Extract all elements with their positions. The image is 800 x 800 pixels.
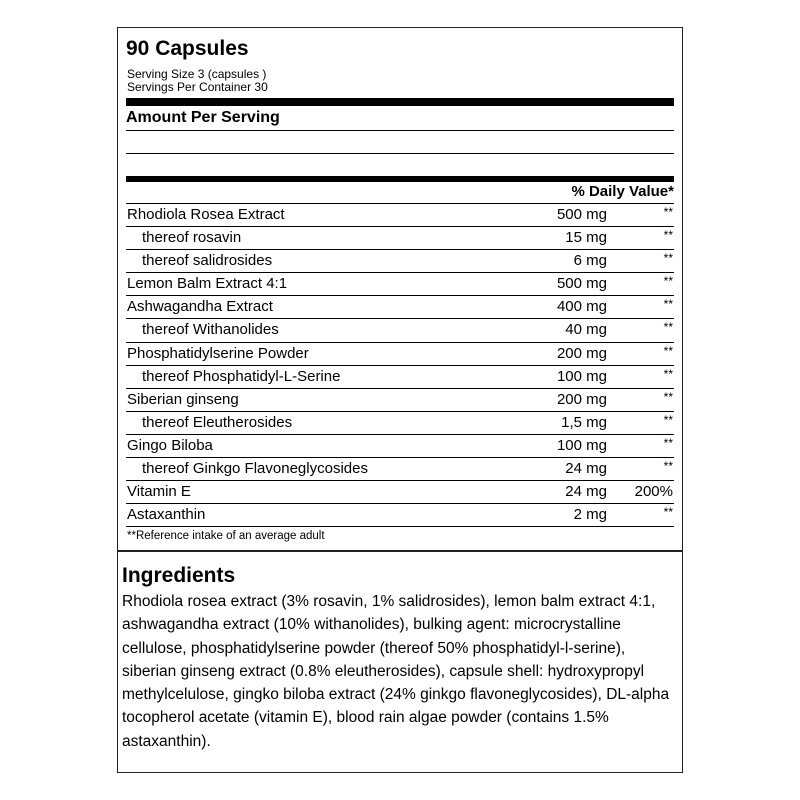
nutrient-row [126, 366, 674, 389]
thick-divider [126, 98, 674, 106]
nutrient-amount: 400 mg [556, 298, 607, 316]
nutrient-name: thereof rosavin [142, 229, 242, 247]
nutrient-daily-value: ** [663, 459, 673, 474]
nutrient-daily-value: ** [663, 505, 673, 520]
nutrient-row [126, 389, 674, 412]
footnote: **Reference intake of an average adult [127, 530, 325, 542]
nutrient-daily-value: ** [663, 435, 673, 450]
daily-value-header: % Daily Value* [571, 183, 674, 200]
nutrient-daily-value: ** [663, 412, 673, 427]
divider [126, 130, 674, 131]
nutrient-daily-value: ** [663, 205, 673, 219]
nutrient-name: Astaxanthin [127, 506, 206, 524]
nutrient-row [126, 227, 674, 250]
nutrient-daily-value: ** [663, 389, 673, 404]
nutrient-amount: 100 mg [556, 367, 607, 385]
nutrient-amount: 24 mg [565, 460, 607, 478]
nutrient-row [126, 435, 674, 458]
nutrient-name: Siberian ginseng [127, 390, 239, 408]
supplement-facts-panel [117, 27, 683, 773]
nutrient-name: Phosphatidylserine Powder [127, 344, 309, 362]
nutrient-name: thereof Withanolides [142, 321, 279, 339]
nutrient-name: Vitamin E [127, 483, 191, 501]
nutrient-amount: 6 mg [573, 252, 607, 270]
nutrient-row [126, 319, 674, 342]
nutrient-row [126, 412, 674, 435]
nutrient-amount: 200 mg [556, 344, 607, 362]
amount-per-serving-heading: Amount Per Serving [126, 109, 280, 126]
nutrient-daily-value: ** [663, 274, 673, 289]
serving-size: Serving Size 3 (capsules ) [127, 67, 267, 81]
nutrient-row [126, 273, 674, 296]
ingredients-title: Ingredients [122, 564, 236, 587]
nutrient-daily-value: 200% [634, 483, 673, 501]
nutrient-daily-value: ** [663, 228, 673, 243]
nutrient-daily-value: ** [663, 297, 673, 312]
ingredients-text: Rhodiola rosea extract (3% rosavin, 1% salidrosides), lemon balm extract 4:1, ashwagandha extract (10% withanolides), bulking agent: microcrystalline cellulose, phosphatidylserine powder (thereof 50% phosphatidyl-l-serine), siberian ginseng extract (0.8% eleutherosides), capsule shell: hydroxypropyl methylcelulose, gingko biloba extract (24% ginkgo flavoneglycosides), DL-alpha tocopherol acetate (vitamin E), blood rain algae powder (contains 1.5% astaxanthin). [122, 593, 670, 750]
nutrient-amount: 40 mg [565, 321, 607, 339]
section-divider [118, 550, 682, 552]
nutrient-daily-value: ** [663, 251, 673, 266]
nutrient-amount: 15 mg [565, 229, 607, 247]
nutrient-daily-value: ** [663, 320, 673, 335]
product-title: 90 Capsules [126, 37, 249, 60]
nutrient-row [126, 343, 674, 366]
nutrient-name: Lemon Balm Extract 4:1 [127, 275, 288, 293]
nutrient-name: thereof Phosphatidyl-L-Serine [142, 367, 341, 385]
nutrient-row [126, 481, 674, 504]
nutrient-row [126, 504, 674, 527]
servings-per-container: Servings Per Container 30 [127, 80, 268, 94]
nutrient-amount: 1,5 mg [561, 413, 607, 431]
nutrient-table [126, 204, 674, 527]
nutrient-amount: 200 mg [556, 390, 607, 408]
nutrient-amount: 500 mg [556, 275, 607, 293]
nutrient-name: thereof Ginkgo Flavoneglycosides [142, 460, 368, 478]
nutrient-amount: 500 mg [556, 206, 607, 223]
nutrient-daily-value: ** [663, 343, 673, 358]
nutrient-name: thereof salidrosides [142, 252, 273, 270]
nutrient-row [126, 458, 674, 481]
nutrient-amount: 24 mg [565, 483, 607, 501]
nutrient-row [126, 296, 674, 319]
nutrient-name: Gingo Biloba [127, 436, 213, 454]
nutrient-amount: 100 mg [556, 436, 607, 454]
nutrient-amount: 2 mg [573, 506, 607, 524]
nutrient-name: Ashwagandha Extract [127, 298, 273, 316]
thick-divider [126, 176, 674, 182]
nutrient-name: Rhodiola Rosea Extract [127, 206, 285, 223]
nutrient-name: thereof Eleutherosides [142, 413, 293, 431]
divider [126, 153, 674, 154]
nutrient-row [126, 250, 674, 273]
nutrient-daily-value: ** [663, 366, 673, 381]
nutrient-row [126, 204, 674, 227]
